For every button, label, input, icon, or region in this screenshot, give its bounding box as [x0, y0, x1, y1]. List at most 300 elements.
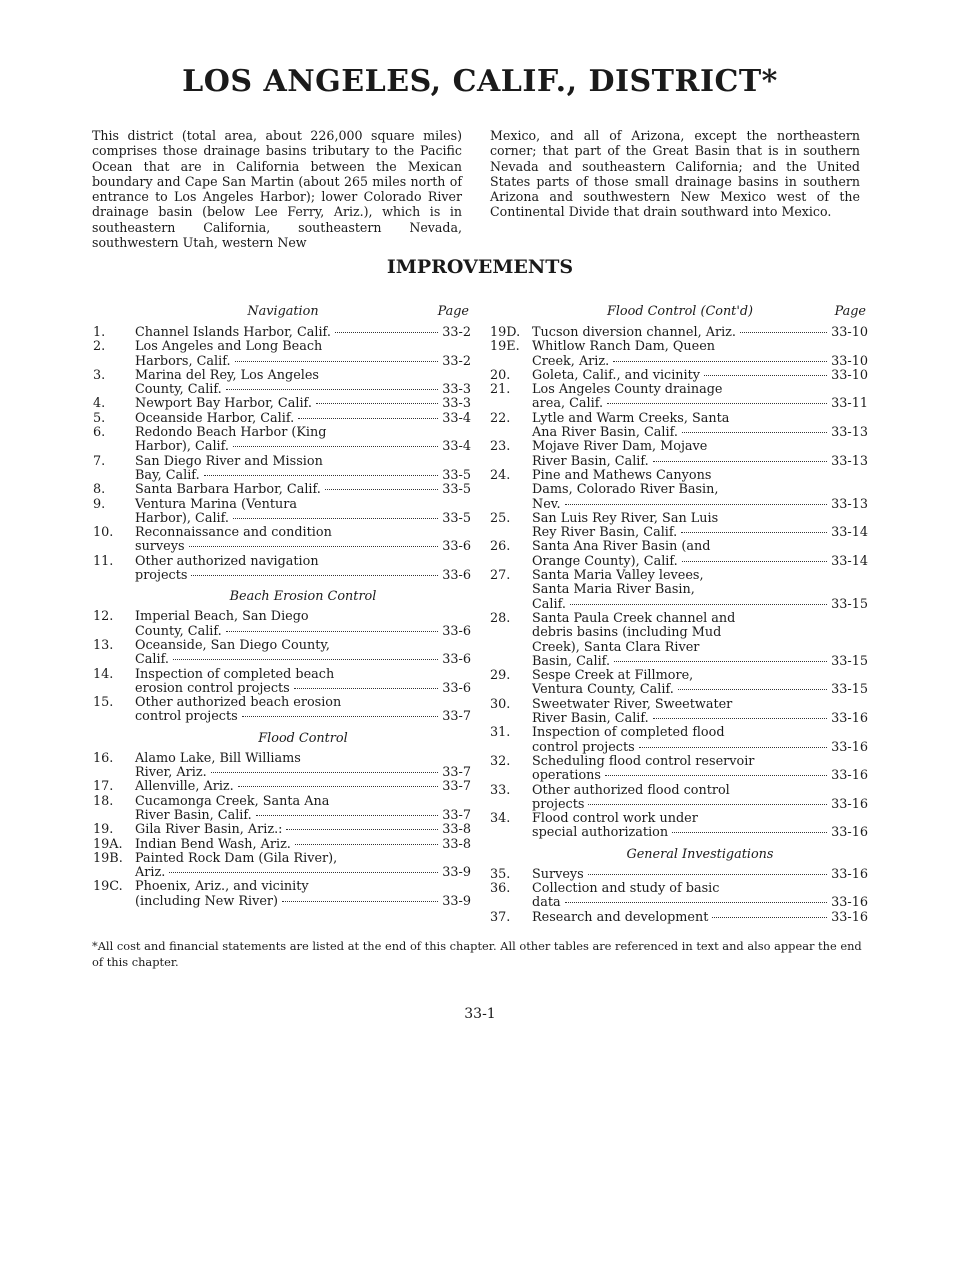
entry-page-number: 33-10	[831, 367, 868, 383]
entry-title-line: Sespe Creek at Fillmore,	[532, 668, 694, 684]
entry-title-line: control projects	[532, 739, 635, 755]
entry-number: 14.	[93, 666, 114, 682]
entry-last-line	[532, 526, 868, 540]
entry-page-number: 33-13	[831, 496, 868, 512]
contents-entry	[490, 669, 868, 698]
entry-page-number: 33-16	[831, 796, 868, 812]
entry-title-line: Creek, Ariz.	[532, 353, 610, 369]
dot-leader	[570, 604, 827, 605]
entry-last-line	[532, 455, 868, 469]
dot-leader	[204, 475, 439, 476]
entry-title-line: Los Angeles and Long Beach	[135, 339, 323, 355]
entry-title-line: County, Calif.	[135, 623, 222, 639]
entry-title-line: Orange County), Calif.	[532, 553, 678, 569]
entry-title-line: Harbor), Calif.	[135, 510, 230, 526]
contents-entry	[93, 455, 471, 484]
entry-last-line	[135, 383, 471, 397]
entry-last-line	[135, 838, 471, 852]
entry-page-number: 33-16	[831, 825, 868, 841]
entry-page-number: 33-8	[442, 836, 471, 852]
entry-title-line: Harbors, Calif.	[135, 353, 231, 369]
dot-leader	[173, 659, 438, 660]
entry-title-line: projects	[135, 568, 188, 584]
entry-number: 15.	[93, 695, 114, 711]
entry-title-line: River Basin, Calif.	[135, 807, 252, 823]
contents-entry	[490, 612, 868, 669]
dot-leader	[712, 917, 827, 918]
entry-title-line: Oceanside, San Diego County,	[135, 637, 330, 653]
contents-entry	[93, 326, 471, 340]
contents-entry	[93, 555, 471, 584]
entry-title-line: Nev.	[532, 496, 561, 512]
entry-page-number: 33-15	[831, 682, 868, 698]
entry-number: 3.	[93, 367, 106, 383]
entry-page-number: 33-6	[442, 652, 471, 668]
entry-page-number: 33-13	[831, 425, 868, 441]
entry-page-number: 33-16	[831, 739, 868, 755]
dot-leader	[653, 461, 827, 462]
contents-entry	[490, 369, 868, 383]
contents-entry	[490, 326, 868, 340]
entry-page-number: 33-13	[831, 453, 868, 469]
entry-title-line: Basin, Calif.	[532, 653, 611, 669]
entry-title-line: control projects	[135, 709, 238, 725]
entry-title-line: Inspection of completed flood	[532, 725, 725, 741]
entry-page-number: 33-10	[831, 353, 868, 369]
entry-last-line	[135, 483, 471, 497]
page-column-heading: Page	[834, 304, 866, 319]
entry-title-line: County, Calif.	[135, 382, 222, 398]
dot-leader	[614, 661, 827, 662]
dot-leader	[211, 772, 439, 773]
entry-last-line	[532, 355, 868, 369]
entry-last-line	[532, 369, 868, 383]
entry-last-line	[135, 866, 471, 880]
entry-last-line	[135, 766, 471, 780]
entry-title-line: Research and development	[532, 909, 709, 925]
entry-number: 27.	[490, 568, 511, 584]
entry-title-line: Los Angeles County drainage	[532, 382, 723, 398]
entry-page-number: 33-7	[442, 779, 471, 795]
entry-title-line: Ventura Marina (Ventura	[135, 496, 297, 512]
entry-page-number: 33-6	[442, 539, 471, 555]
contents-entry	[93, 668, 471, 697]
entry-group-flood-contd	[490, 326, 868, 841]
dot-leader	[682, 561, 827, 562]
entry-page-number: 33-7	[442, 709, 471, 725]
entry-title-line: River, Ariz.	[135, 765, 207, 781]
page-column-heading: Page	[437, 304, 469, 319]
entry-page-number: 33-10	[831, 325, 868, 340]
entry-page-number: 33-15	[831, 596, 868, 612]
entry-title-line: Scheduling flood control reservoir	[532, 753, 755, 769]
entry-last-line	[135, 780, 471, 794]
dot-leader	[565, 902, 828, 903]
dot-leader	[605, 775, 827, 776]
entry-title-line: River Basin, Calif.	[532, 711, 649, 727]
entry-number: 21.	[490, 382, 511, 398]
contents-entry	[93, 526, 471, 555]
dot-leader	[286, 829, 438, 830]
entry-page-number: 33-7	[442, 765, 471, 781]
entry-page-number: 33-4	[442, 439, 471, 455]
entry-title-line: Indian Bend Wash, Ariz.	[135, 836, 291, 852]
contents-entry	[490, 784, 868, 813]
dot-leader	[565, 504, 828, 505]
entry-number: 22.	[490, 410, 511, 426]
entry-last-line	[135, 440, 471, 454]
entry-title-line: Santa Paula Creek channel and	[532, 610, 736, 626]
contents-entry	[490, 540, 868, 569]
dot-leader	[588, 874, 827, 875]
entry-page-number: 33-16	[831, 895, 868, 911]
section-title-beach-erosion: Beach Erosion Control	[229, 589, 377, 605]
entry-page-number: 33-3	[442, 382, 471, 398]
entry-title-line: debris basins (including Mud	[532, 625, 722, 641]
entry-title-line: Creek), Santa Clara River	[532, 639, 700, 655]
entry-last-line	[532, 326, 868, 340]
entry-title-line: Imperial Beach, San Diego	[135, 609, 309, 625]
entry-title-line: erosion control projects	[135, 680, 290, 696]
entry-title-line: area, Calif.	[532, 396, 604, 412]
entry-page-number: 33-15	[831, 653, 868, 669]
entry-page-number: 33-6	[442, 623, 471, 639]
contents-entry	[490, 726, 868, 755]
entry-title-line: San Diego River and Mission	[135, 453, 323, 469]
entry-title-line: operations	[532, 768, 601, 784]
section-title-general-investigations: General Investigations	[626, 846, 774, 862]
contents-entry	[93, 852, 471, 881]
entry-page-number: 33-4	[442, 410, 471, 426]
entry-title-line: data	[532, 895, 561, 911]
dot-leader	[607, 403, 827, 404]
entry-title-line: Mojave River Dam, Mojave	[532, 439, 708, 455]
entry-number: 28.	[490, 610, 511, 626]
dot-leader	[235, 361, 439, 362]
entry-number: 36.	[490, 880, 511, 896]
entry-number: 11.	[93, 553, 114, 569]
entry-last-line	[532, 741, 868, 755]
entry-last-line	[135, 326, 471, 340]
entry-number: 20.	[490, 367, 511, 383]
entry-number: 9.	[93, 496, 106, 512]
entry-last-line	[532, 798, 868, 812]
entry-page-number: 33-2	[442, 325, 471, 340]
entry-page-number: 33-9	[442, 893, 471, 909]
entry-last-line	[532, 712, 868, 726]
contents-entry	[490, 469, 868, 512]
entry-number: 8.	[93, 482, 106, 498]
entry-title-line: (including New River)	[135, 893, 279, 909]
entry-title-line: Inspection of completed beach	[135, 666, 335, 682]
entry-last-line	[532, 769, 868, 783]
contents-entry	[93, 752, 471, 781]
entry-last-line	[135, 809, 471, 823]
entry-number: 17.	[93, 779, 114, 795]
entry-page-number: 33-11	[831, 396, 868, 412]
contents-entry	[490, 698, 868, 727]
entry-last-line	[135, 355, 471, 369]
entry-title-line: Painted Rock Dam (Gila River),	[135, 850, 338, 866]
entry-title-line: Ventura County, Calif.	[532, 682, 674, 698]
footnote: *All cost and financial statements are listed at the end of this chapter. All other tables are referenced in text and also appear the end of this chapter.	[92, 939, 862, 969]
dot-leader	[226, 389, 439, 390]
dot-leader	[325, 489, 438, 490]
dot-leader	[238, 786, 439, 787]
entry-last-line	[135, 895, 471, 909]
column-section-heading: Flood Control (Cont'd)	[606, 304, 754, 319]
contents-entry	[490, 512, 868, 541]
contents-entry	[490, 440, 868, 469]
contents-entry	[93, 823, 471, 837]
entry-page-number: 33-5	[442, 467, 471, 483]
entry-group-beach	[93, 610, 471, 724]
section-heading-improvements: IMPROVEMENTS	[386, 256, 574, 278]
dot-leader	[282, 901, 438, 902]
entry-number: 35.	[490, 866, 511, 882]
entry-page-number: 33-16	[831, 909, 868, 925]
entry-page-number: 33-16	[831, 866, 868, 882]
entry-number: 34.	[490, 811, 511, 827]
entry-page-number: 33-9	[442, 865, 471, 881]
entry-title-line: Other authorized navigation	[135, 553, 319, 569]
entry-last-line	[532, 555, 868, 569]
entry-number: 7.	[93, 453, 106, 469]
page-number: 33-1	[464, 1006, 496, 1022]
entry-title-line: Santa Barbara Harbor, Calif.	[135, 482, 321, 498]
entry-number: 19.	[93, 822, 114, 838]
entry-title-line: Allenville, Ariz.	[135, 779, 234, 795]
entry-last-line	[532, 598, 868, 612]
entry-title-line: Lytle and Warm Creeks, Santa	[532, 410, 730, 426]
section-title-flood-control: Flood Control	[258, 730, 348, 746]
dot-leader	[294, 688, 439, 689]
contents-entry	[490, 383, 868, 412]
column-section-heading: Navigation	[247, 304, 319, 319]
entry-title-line: Santa Maria River Basin,	[532, 582, 695, 598]
dot-leader	[233, 446, 438, 447]
entry-title-line: Other authorized beach erosion	[135, 695, 342, 711]
entry-number: 6.	[93, 425, 106, 441]
contents-entry	[93, 610, 471, 639]
entry-last-line	[532, 683, 868, 697]
intro-paragraph-left: This district (total area, about 226,000 square miles) comprises those drainage basins tributary to the Pacific Ocean that are in California between the Mexican boundary and Cape San Martin (about 265 miles north of entrance to Los Angeles Harbor); lower Colorado River drainage basin (below Lee Ferry, Ariz.), which is in southeastern California, southeastern Nevada, southwestern Utah, western New	[92, 128, 462, 251]
entry-last-line	[135, 397, 471, 411]
entry-number: 5.	[93, 410, 106, 426]
column-header	[490, 304, 868, 322]
entry-number: 1.	[93, 325, 106, 340]
dot-leader	[653, 718, 827, 719]
entry-last-line	[532, 911, 868, 925]
dot-leader	[233, 518, 438, 519]
entry-last-line	[532, 426, 868, 440]
entry-number: 12.	[93, 609, 114, 625]
entry-title-line: River Basin, Calif.	[532, 453, 649, 469]
contents-entry	[93, 696, 471, 725]
entry-title-line: Santa Ana River Basin (and	[532, 539, 711, 555]
entry-title-line: Calif.	[532, 596, 566, 612]
dot-leader	[226, 631, 439, 632]
dot-leader	[316, 403, 438, 404]
entry-page-number: 33-16	[831, 768, 868, 784]
entry-last-line	[135, 469, 471, 483]
entry-title-line: Tucson diversion channel, Ariz.	[532, 325, 736, 340]
entry-number: 23.	[490, 439, 511, 455]
dot-leader	[191, 575, 438, 576]
entry-number: 19D.	[490, 325, 521, 340]
contents-entry	[93, 426, 471, 455]
entry-title-line: Goleta, Calif., and vicinity	[532, 367, 701, 383]
entry-title-line: Oceanside Harbor, Calif.	[135, 410, 295, 426]
entry-last-line	[135, 569, 471, 583]
contents-entry	[490, 569, 868, 612]
entry-number: 26.	[490, 539, 511, 555]
dot-leader	[613, 361, 827, 362]
dot-leader	[588, 804, 827, 805]
contents-entry	[93, 780, 471, 794]
dot-leader	[295, 844, 438, 845]
entry-number: 25.	[490, 510, 511, 526]
entry-title-line: Alamo Lake, Bill Williams	[135, 750, 301, 766]
entry-title-line: Calif.	[135, 652, 169, 668]
entry-last-line	[135, 682, 471, 696]
entry-last-line	[532, 397, 868, 411]
entry-title-line: Ana River Basin, Calif.	[532, 425, 678, 441]
entry-last-line	[135, 412, 471, 426]
entry-title-line: Rey River Basin, Calif.	[532, 525, 678, 541]
entry-number: 24.	[490, 467, 511, 483]
entry-title-line: Cucamonga Creek, Santa Ana	[135, 793, 330, 809]
contents-entry	[93, 483, 471, 497]
contents-entry	[490, 911, 868, 925]
dot-leader	[678, 689, 827, 690]
contents-entry	[490, 812, 868, 841]
entry-title-line: Flood control work under	[532, 811, 698, 827]
entry-title-line: Bay, Calif.	[135, 467, 200, 483]
entry-title-line: Whitlow Ranch Dam, Queen	[532, 339, 716, 355]
contents-column-left	[93, 304, 471, 909]
contents-entry	[93, 880, 471, 909]
contents-entry	[490, 340, 868, 369]
contents-entry	[93, 369, 471, 398]
entry-title-line: Marina del Rey, Los Angeles	[135, 367, 319, 383]
entry-last-line	[135, 653, 471, 667]
entry-page-number: 33-2	[442, 353, 471, 369]
entry-page-number: 33-16	[831, 711, 868, 727]
entry-number: 2.	[93, 339, 106, 355]
entry-title-line: Gila River Basin, Ariz.:	[135, 822, 283, 838]
entry-last-line	[532, 655, 868, 669]
contents-entry	[93, 397, 471, 411]
entry-title-line: Pine and Mathews Canyons	[532, 467, 712, 483]
entry-group-flood	[93, 752, 471, 909]
entry-last-line	[532, 498, 868, 512]
contents-entry	[93, 639, 471, 668]
dot-leader	[682, 432, 827, 433]
contents-entry	[93, 838, 471, 852]
entry-title-line: special authorization	[532, 825, 669, 841]
dot-leader	[169, 872, 438, 873]
entry-title-line: San Luis Rey River, San Luis	[532, 510, 719, 526]
dot-leader	[256, 815, 439, 816]
entry-title-line: Harbor), Calif.	[135, 439, 230, 455]
dot-leader	[335, 332, 438, 333]
entry-number: 16.	[93, 750, 114, 766]
contents-entry	[490, 755, 868, 784]
entry-last-line	[135, 512, 471, 526]
page-title: LOS ANGELES, CALIF., DISTRICT*	[182, 64, 778, 99]
entry-number: 33.	[490, 782, 511, 798]
dot-leader	[681, 532, 827, 533]
entry-title-line: Phoenix, Ariz., and vicinity	[135, 879, 309, 895]
contents-entry	[490, 882, 868, 911]
entry-page-number: 33-6	[442, 680, 471, 696]
entry-number: 19E.	[490, 339, 520, 355]
entry-page-number: 33-8	[442, 822, 471, 838]
entry-page-number: 33-5	[442, 482, 471, 498]
contents-entry	[93, 340, 471, 369]
dot-leader	[704, 375, 827, 376]
entry-number: 31.	[490, 725, 511, 741]
dot-leader	[189, 546, 439, 547]
contents-entry	[93, 412, 471, 426]
contents-entry	[490, 412, 868, 441]
entry-last-line	[532, 868, 868, 882]
entry-title-line: Santa Maria Valley levees,	[532, 568, 704, 584]
dot-leader	[242, 716, 439, 717]
entry-title-line: Channel Islands Harbor, Calif.	[135, 325, 331, 340]
entry-page-number: 33-14	[831, 553, 868, 569]
entry-page-number: 33-5	[442, 510, 471, 526]
entry-number: 10.	[93, 525, 114, 541]
contents-entry	[93, 795, 471, 824]
intro-paragraph-right: Mexico, and all of Arizona, except the northeastern corner; that part of the Great Basin that is in southern Nevada and southeastern California; and the United States parts of those small drainage basins in southern Arizona and southwestern New Mexico west of the Continental Divide that drain southward into Mexico.	[490, 128, 860, 220]
entry-number: 37.	[490, 909, 511, 925]
entry-group-navigation	[93, 326, 471, 583]
entry-title-line: Sweetwater River, Sweetwater	[532, 696, 733, 712]
entry-number: 30.	[490, 696, 511, 712]
dot-leader	[740, 332, 827, 333]
entry-last-line	[135, 823, 471, 837]
entry-page-number: 33-6	[442, 568, 471, 584]
entry-number: 19C.	[93, 879, 123, 895]
entry-number: 4.	[93, 396, 106, 412]
contents-column-right	[490, 304, 868, 925]
entry-title-line: Other authorized flood control	[532, 782, 730, 798]
entry-title-line: projects	[532, 796, 585, 812]
entry-last-line	[135, 540, 471, 554]
entry-number: 19A.	[93, 836, 123, 852]
dot-leader	[672, 832, 827, 833]
entry-last-line	[135, 710, 471, 724]
entry-last-line	[532, 896, 868, 910]
entry-number: 29.	[490, 668, 511, 684]
entry-title-line: Surveys	[532, 866, 584, 882]
entry-group-general	[490, 868, 868, 925]
entry-title-line: surveys	[135, 539, 185, 555]
dot-leader	[298, 418, 438, 419]
entry-number: 13.	[93, 637, 114, 653]
entry-last-line	[135, 625, 471, 639]
entry-page-number: 33-3	[442, 396, 471, 412]
column-header	[93, 304, 471, 322]
dot-leader	[639, 747, 827, 748]
contents-entry	[490, 868, 868, 882]
entry-title-line: Newport Bay Harbor, Calif.	[135, 396, 312, 412]
entry-title-line: Dams, Colorado River Basin,	[532, 482, 719, 498]
entry-number: 19B.	[93, 850, 123, 866]
entry-number: 18.	[93, 793, 114, 809]
